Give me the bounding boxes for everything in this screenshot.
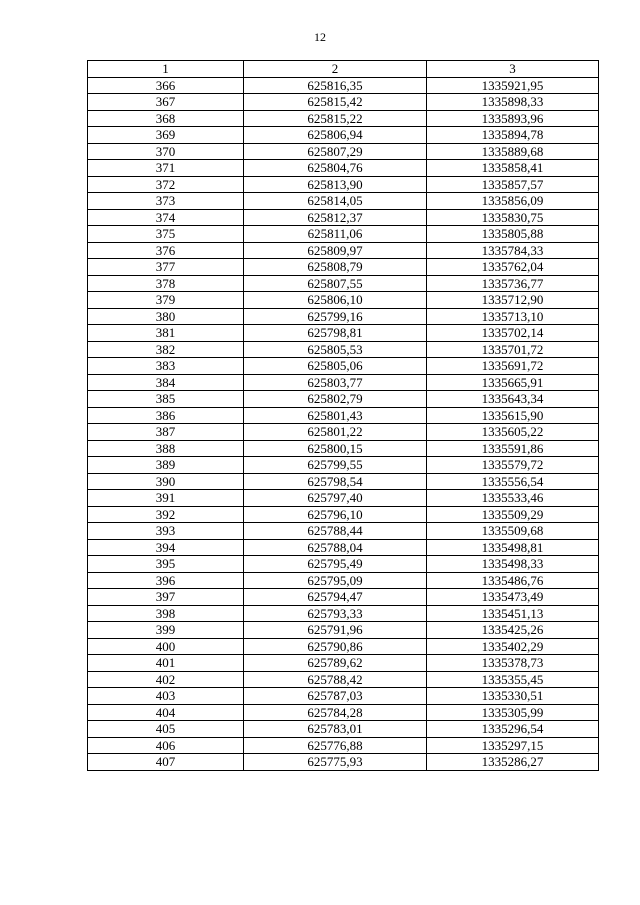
y-coordinate-cell: 1335486,76 xyxy=(427,572,599,589)
y-coordinate-cell: 1335702,14 xyxy=(427,325,599,342)
table-row xyxy=(88,127,599,144)
table-row xyxy=(88,94,599,111)
table-row xyxy=(88,605,599,622)
y-coordinate-cell: 1335509,29 xyxy=(427,506,599,523)
point-number-cell: 371 xyxy=(88,160,244,177)
y-coordinate-cell: 1335498,81 xyxy=(427,539,599,556)
table-row xyxy=(88,638,599,655)
table-row xyxy=(88,275,599,292)
x-coordinate-cell: 625789,62 xyxy=(244,655,427,672)
column-header-x: 2 xyxy=(244,61,427,78)
table-row xyxy=(88,160,599,177)
point-number-cell: 389 xyxy=(88,457,244,474)
column-header-y: 3 xyxy=(427,61,599,78)
x-coordinate-cell: 625812,37 xyxy=(244,209,427,226)
x-coordinate-cell: 625806,94 xyxy=(244,127,427,144)
y-coordinate-cell: 1335473,49 xyxy=(427,589,599,606)
x-coordinate-cell: 625805,06 xyxy=(244,358,427,375)
point-number-cell: 368 xyxy=(88,110,244,127)
y-coordinate-cell: 1335805,88 xyxy=(427,226,599,243)
x-coordinate-cell: 625793,33 xyxy=(244,605,427,622)
y-coordinate-cell: 1335305,99 xyxy=(427,704,599,721)
point-number-cell: 395 xyxy=(88,556,244,573)
x-coordinate-cell: 625815,42 xyxy=(244,94,427,111)
y-coordinate-cell: 1335857,57 xyxy=(427,176,599,193)
point-number-cell: 369 xyxy=(88,127,244,144)
point-number-cell: 407 xyxy=(88,754,244,771)
point-number-cell: 374 xyxy=(88,209,244,226)
x-coordinate-cell: 625797,40 xyxy=(244,490,427,507)
x-coordinate-cell: 625788,04 xyxy=(244,539,427,556)
x-coordinate-cell: 625814,05 xyxy=(244,193,427,210)
y-coordinate-cell: 1335713,10 xyxy=(427,308,599,325)
x-coordinate-cell: 625788,42 xyxy=(244,671,427,688)
y-coordinate-cell: 1335701,72 xyxy=(427,341,599,358)
point-number-cell: 394 xyxy=(88,539,244,556)
x-coordinate-cell: 625787,03 xyxy=(244,688,427,705)
point-number-cell: 406 xyxy=(88,737,244,754)
point-number-cell: 402 xyxy=(88,671,244,688)
y-coordinate-cell: 1335921,95 xyxy=(427,77,599,94)
y-coordinate-cell: 1335898,33 xyxy=(427,94,599,111)
table-row xyxy=(88,259,599,276)
y-coordinate-cell: 1335286,27 xyxy=(427,754,599,771)
coordinates-table xyxy=(87,60,599,771)
y-coordinate-cell: 1335498,33 xyxy=(427,556,599,573)
table-row xyxy=(88,490,599,507)
table-row xyxy=(88,292,599,309)
x-coordinate-cell: 625795,49 xyxy=(244,556,427,573)
x-coordinate-cell: 625800,15 xyxy=(244,440,427,457)
point-number-cell: 384 xyxy=(88,374,244,391)
column-header-number: 1 xyxy=(88,61,244,78)
point-number-cell: 400 xyxy=(88,638,244,655)
point-number-cell: 381 xyxy=(88,325,244,342)
table-row xyxy=(88,308,599,325)
table-row xyxy=(88,209,599,226)
table-row xyxy=(88,77,599,94)
table-row xyxy=(88,523,599,540)
table-row xyxy=(88,671,599,688)
table-row xyxy=(88,391,599,408)
y-coordinate-cell: 1335894,78 xyxy=(427,127,599,144)
y-coordinate-cell: 1335784,33 xyxy=(427,242,599,259)
x-coordinate-cell: 625788,44 xyxy=(244,523,427,540)
table-row xyxy=(88,589,599,606)
x-coordinate-cell: 625798,81 xyxy=(244,325,427,342)
x-coordinate-cell: 625791,96 xyxy=(244,622,427,639)
table-row xyxy=(88,754,599,771)
y-coordinate-cell: 1335425,26 xyxy=(427,622,599,639)
x-coordinate-cell: 625802,79 xyxy=(244,391,427,408)
y-coordinate-cell: 1335858,41 xyxy=(427,160,599,177)
x-coordinate-cell: 625803,77 xyxy=(244,374,427,391)
table-row xyxy=(88,341,599,358)
x-coordinate-cell: 625809,97 xyxy=(244,242,427,259)
point-number-cell: 403 xyxy=(88,688,244,705)
y-coordinate-cell: 1335830,75 xyxy=(427,209,599,226)
y-coordinate-cell: 1335605,22 xyxy=(427,424,599,441)
point-number-cell: 383 xyxy=(88,358,244,375)
point-number-cell: 392 xyxy=(88,506,244,523)
y-coordinate-cell: 1335856,09 xyxy=(427,193,599,210)
point-number-cell: 386 xyxy=(88,407,244,424)
point-number-cell: 387 xyxy=(88,424,244,441)
x-coordinate-cell: 625799,55 xyxy=(244,457,427,474)
point-number-cell: 373 xyxy=(88,193,244,210)
x-coordinate-cell: 625775,93 xyxy=(244,754,427,771)
table-header-row xyxy=(88,61,599,78)
x-coordinate-cell: 625804,76 xyxy=(244,160,427,177)
point-number-cell: 366 xyxy=(88,77,244,94)
table-row xyxy=(88,539,599,556)
point-number-cell: 380 xyxy=(88,308,244,325)
point-number-cell: 378 xyxy=(88,275,244,292)
y-coordinate-cell: 1335451,13 xyxy=(427,605,599,622)
y-coordinate-cell: 1335643,34 xyxy=(427,391,599,408)
point-number-cell: 382 xyxy=(88,341,244,358)
x-coordinate-cell: 625807,55 xyxy=(244,275,427,292)
y-coordinate-cell: 1335330,51 xyxy=(427,688,599,705)
table-row xyxy=(88,457,599,474)
table-row xyxy=(88,242,599,259)
point-number-cell: 398 xyxy=(88,605,244,622)
point-number-cell: 367 xyxy=(88,94,244,111)
point-number-cell: 401 xyxy=(88,655,244,672)
y-coordinate-cell: 1335736,77 xyxy=(427,275,599,292)
x-coordinate-cell: 625799,16 xyxy=(244,308,427,325)
table-row xyxy=(88,374,599,391)
x-coordinate-cell: 625805,53 xyxy=(244,341,427,358)
point-number-cell: 372 xyxy=(88,176,244,193)
point-number-cell: 376 xyxy=(88,242,244,259)
y-coordinate-cell: 1335762,04 xyxy=(427,259,599,276)
y-coordinate-cell: 1335556,54 xyxy=(427,473,599,490)
point-number-cell: 388 xyxy=(88,440,244,457)
table-row xyxy=(88,407,599,424)
y-coordinate-cell: 1335355,45 xyxy=(427,671,599,688)
table-row xyxy=(88,473,599,490)
x-coordinate-cell: 625798,54 xyxy=(244,473,427,490)
x-coordinate-cell: 625776,88 xyxy=(244,737,427,754)
table-body xyxy=(88,77,599,770)
table-row xyxy=(88,737,599,754)
table-row xyxy=(88,655,599,672)
y-coordinate-cell: 1335297,15 xyxy=(427,737,599,754)
point-number-cell: 370 xyxy=(88,143,244,160)
table-row xyxy=(88,358,599,375)
y-coordinate-cell: 1335402,29 xyxy=(427,638,599,655)
table-row xyxy=(88,176,599,193)
table-row xyxy=(88,440,599,457)
table-row xyxy=(88,226,599,243)
point-number-cell: 377 xyxy=(88,259,244,276)
x-coordinate-cell: 625816,35 xyxy=(244,77,427,94)
y-coordinate-cell: 1335378,73 xyxy=(427,655,599,672)
x-coordinate-cell: 625806,10 xyxy=(244,292,427,309)
x-coordinate-cell: 625784,28 xyxy=(244,704,427,721)
point-number-cell: 404 xyxy=(88,704,244,721)
table-row xyxy=(88,572,599,589)
point-number-cell: 379 xyxy=(88,292,244,309)
point-number-cell: 375 xyxy=(88,226,244,243)
table-row xyxy=(88,688,599,705)
page-number: 12 xyxy=(314,30,326,44)
y-coordinate-cell: 1335712,90 xyxy=(427,292,599,309)
table-row xyxy=(88,556,599,573)
x-coordinate-cell: 625808,79 xyxy=(244,259,427,276)
x-coordinate-cell: 625794,47 xyxy=(244,589,427,606)
x-coordinate-cell: 625796,10 xyxy=(244,506,427,523)
table-row xyxy=(88,506,599,523)
x-coordinate-cell: 625783,01 xyxy=(244,721,427,738)
table-row xyxy=(88,622,599,639)
x-coordinate-cell: 625813,90 xyxy=(244,176,427,193)
point-number-cell: 396 xyxy=(88,572,244,589)
y-coordinate-cell: 1335615,90 xyxy=(427,407,599,424)
x-coordinate-cell: 625801,43 xyxy=(244,407,427,424)
table-row xyxy=(88,325,599,342)
y-coordinate-cell: 1335665,91 xyxy=(427,374,599,391)
table-row xyxy=(88,424,599,441)
point-number-cell: 393 xyxy=(88,523,244,540)
x-coordinate-cell: 625801,22 xyxy=(244,424,427,441)
table-row xyxy=(88,721,599,738)
y-coordinate-cell: 1335591,86 xyxy=(427,440,599,457)
y-coordinate-cell: 1335579,72 xyxy=(427,457,599,474)
point-number-cell: 391 xyxy=(88,490,244,507)
table-row xyxy=(88,704,599,721)
y-coordinate-cell: 1335296,54 xyxy=(427,721,599,738)
point-number-cell: 399 xyxy=(88,622,244,639)
table-row xyxy=(88,143,599,160)
y-coordinate-cell: 1335893,96 xyxy=(427,110,599,127)
y-coordinate-cell: 1335691,72 xyxy=(427,358,599,375)
point-number-cell: 390 xyxy=(88,473,244,490)
x-coordinate-cell: 625807,29 xyxy=(244,143,427,160)
table-row xyxy=(88,110,599,127)
x-coordinate-cell: 625811,06 xyxy=(244,226,427,243)
y-coordinate-cell: 1335889,68 xyxy=(427,143,599,160)
point-number-cell: 405 xyxy=(88,721,244,738)
table-row xyxy=(88,193,599,210)
y-coordinate-cell: 1335509,68 xyxy=(427,523,599,540)
y-coordinate-cell: 1335533,46 xyxy=(427,490,599,507)
x-coordinate-cell: 625790,86 xyxy=(244,638,427,655)
point-number-cell: 385 xyxy=(88,391,244,408)
x-coordinate-cell: 625815,22 xyxy=(244,110,427,127)
point-number-cell: 397 xyxy=(88,589,244,606)
x-coordinate-cell: 625795,09 xyxy=(244,572,427,589)
